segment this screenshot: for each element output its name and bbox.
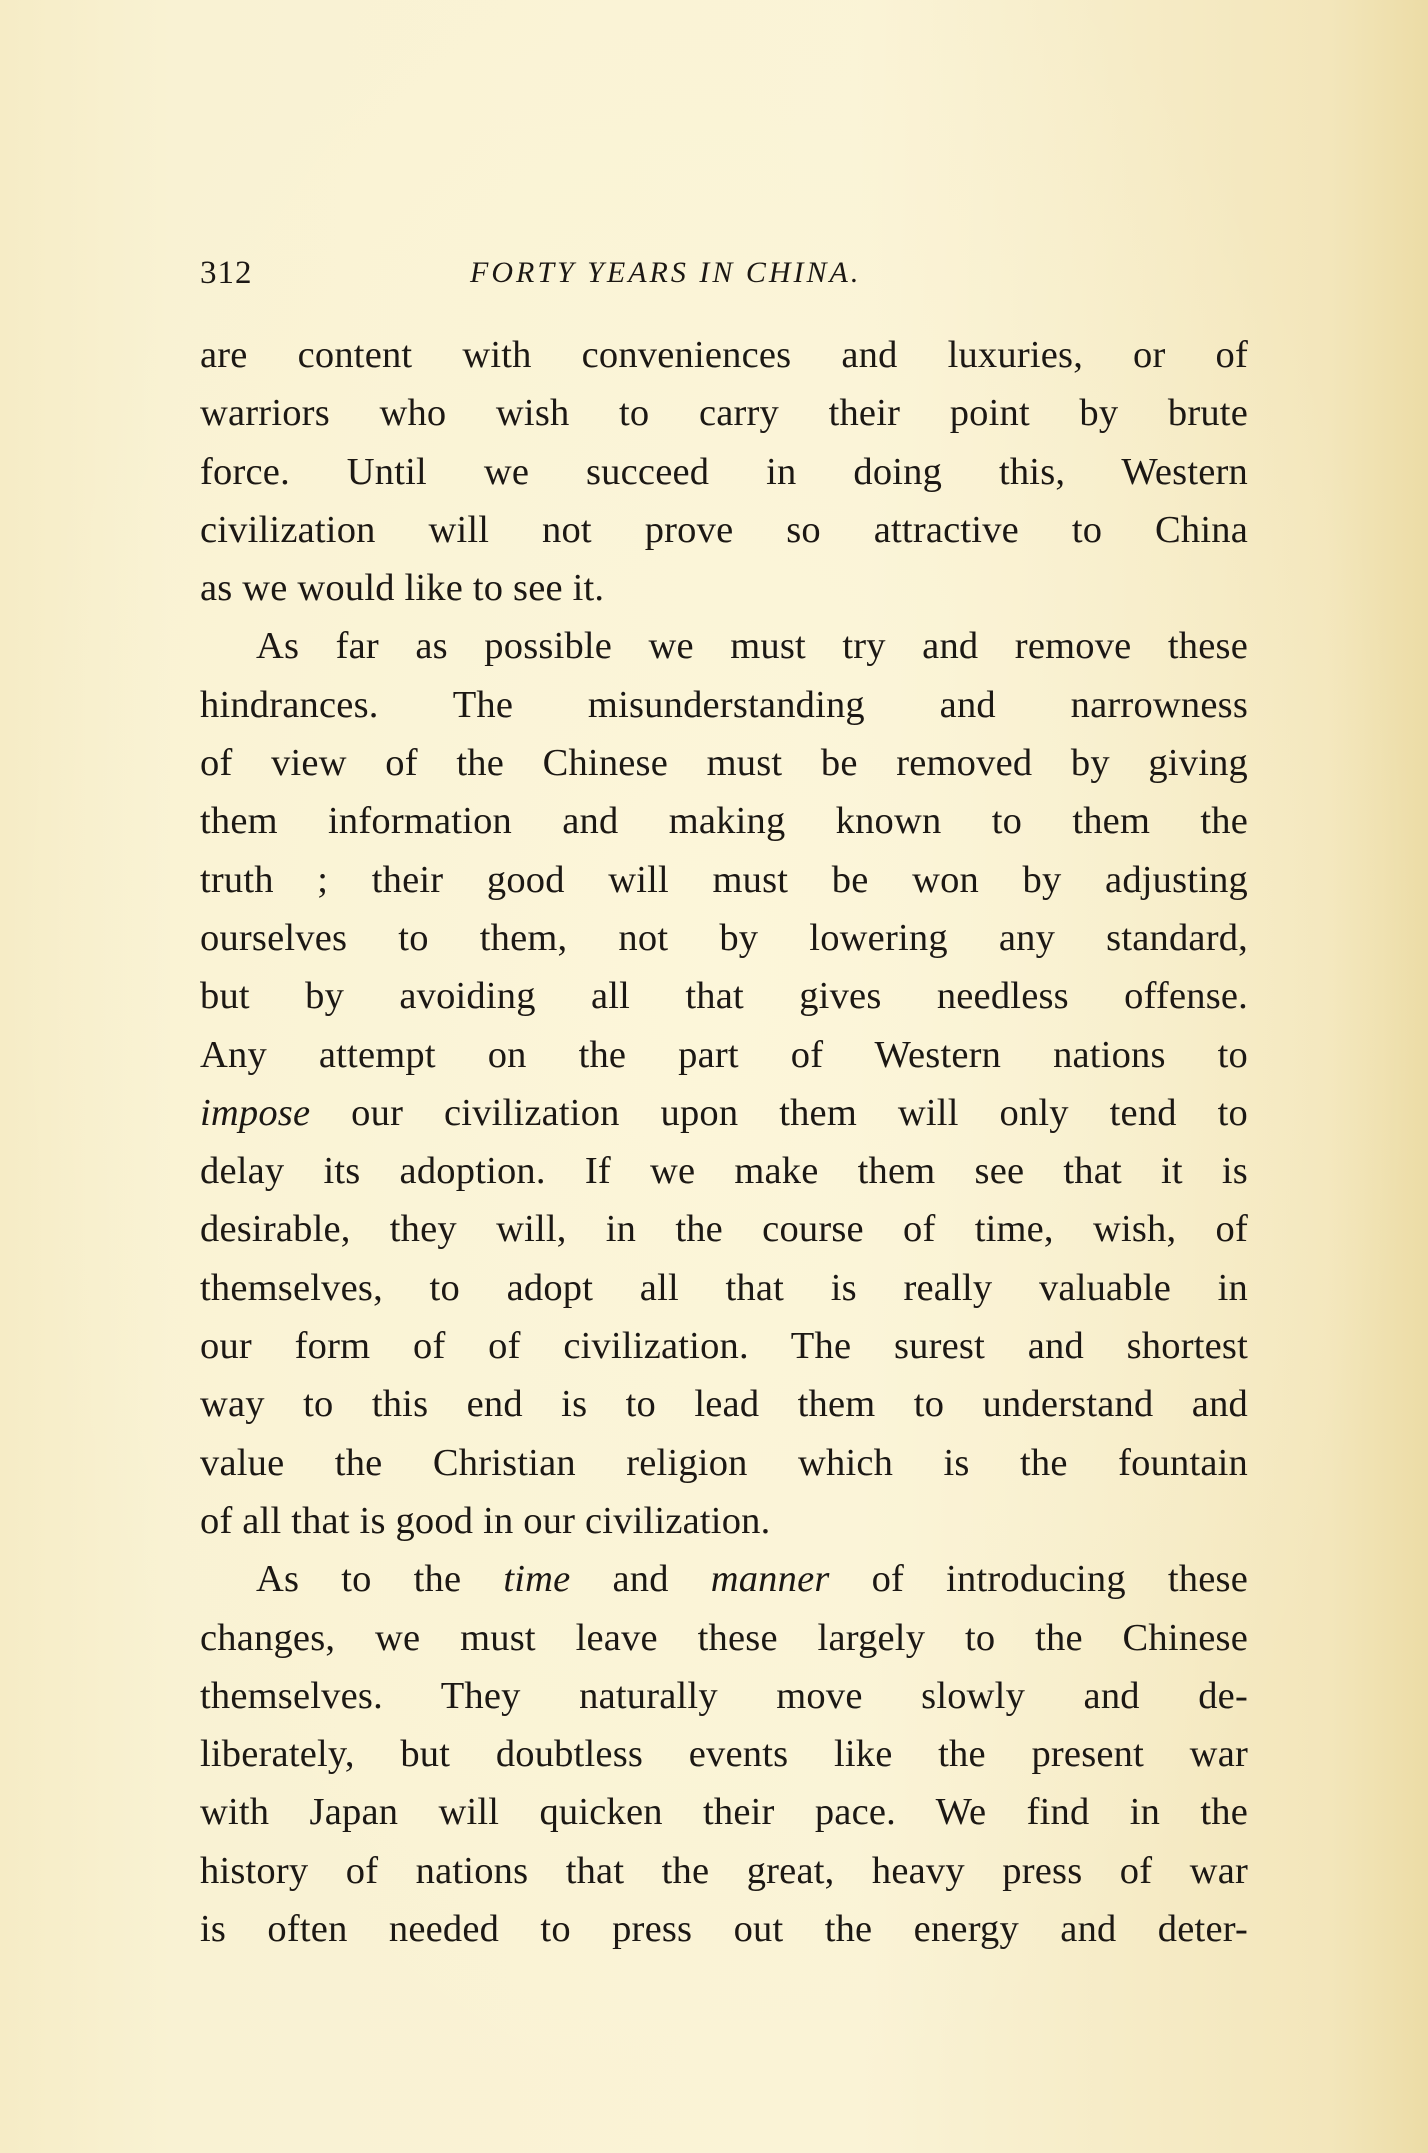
text-line [200,384,1248,442]
text-segment: As to the [256,1558,504,1601]
text-segment: As far as possible we must try and remove these [256,625,1248,668]
text-segment: truth ; their good will must be won by adjusting [200,858,1248,901]
italic-text: manner [710,1558,830,1601]
text-segment: civilization will not prove so attractive to China [200,508,1248,551]
text-line [200,676,1248,734]
text-segment: and [570,1558,711,1601]
text-line [200,1783,1248,1841]
text-segment: them information and making known to them the [200,800,1248,843]
text-segment: history of nations that the great, heavy press of war [200,1849,1248,1892]
text-line [200,501,1248,559]
text-segment: of introducing these [829,1558,1248,1601]
text-segment: delay its adoption. If we make them see that it is [200,1150,1248,1193]
text-segment: changes, we must leave these largely to the Chinese [200,1616,1248,1659]
text-line [200,1026,1248,1084]
text-line [200,443,1248,501]
text-line [200,617,1248,675]
body-text [200,326,1248,1958]
text-segment: warriors who wish to carry their point by brute [200,392,1248,435]
text-segment: are content with conveniences and luxuries, or of [200,334,1248,376]
text-line [200,1200,1248,1258]
text-line [200,1434,1248,1492]
text-segment: with Japan will quicken their pace. We find in the [200,1791,1248,1834]
text-segment: ourselves to them, not by lowering any standard, [200,916,1248,959]
text-segment: themselves, to adopt all that is really valuable in [200,1266,1248,1309]
italic-text: time [503,1558,571,1601]
text-segment: of all that is good in our civilization. [200,1499,771,1542]
text-line [200,1609,1248,1667]
text-line [200,967,1248,1025]
text-segment: as we would like to see it. [200,567,605,610]
text-line [200,851,1248,909]
text-line [200,1550,1248,1608]
text-line [200,1317,1248,1375]
text-segment: value the Christian religion which is the fountain [200,1441,1248,1484]
text-segment: force. Until we succeed in doing this, Western [200,450,1248,493]
text-line [200,909,1248,967]
text-segment: is often needed to press out the energy and deter- [200,1908,1248,1951]
text-segment: hindrances. The misunderstanding and narrowness [200,683,1248,726]
text-line [200,1900,1248,1958]
text-line [200,1084,1248,1142]
page-number: 312 [200,255,253,291]
page-header [200,248,1248,298]
text-segment: our form of of civilization. The surest and shortest [200,1325,1248,1368]
text-line [200,1667,1248,1725]
text-line [200,1375,1248,1433]
text-line [200,326,1248,384]
running-head: FORTY YEARS IN CHINA. [470,256,862,289]
text-line [200,1259,1248,1317]
text-segment: but by avoiding all that gives needless offense. [200,975,1248,1018]
text-segment: liberately, but doubtless events like the present war [200,1733,1248,1776]
text-line [200,559,1248,617]
text-segment: way to this end is to lead them to understand and [200,1383,1248,1426]
text-segment: of view of the Chinese must be removed by giving [200,742,1248,785]
text-line [200,1842,1248,1900]
text-line [200,1725,1248,1783]
text-line [200,792,1248,850]
text-line [200,1492,1248,1550]
text-segment: desirable, they will, in the course of time, wish, of [200,1208,1248,1251]
italic-text: impose [200,1091,311,1134]
text-segment: Any attempt on the part of Western nations to [200,1033,1248,1076]
text-line [200,734,1248,792]
text-segment: our civilization upon them will only tend to [310,1091,1248,1134]
text-segment: themselves. They naturally move slowly and de- [200,1674,1248,1717]
text-line [200,1142,1248,1200]
